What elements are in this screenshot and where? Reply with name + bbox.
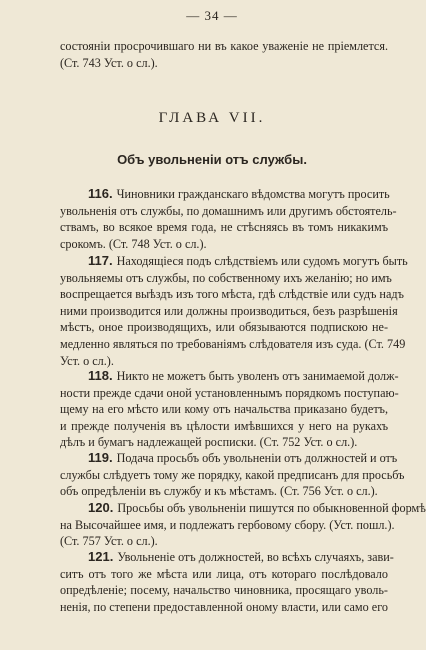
text-line: Никто не можетъ быть уволенъ отъ занимаемой долж- [116,369,399,383]
chapter-title: ГЛАВА VII. [158,110,266,126]
text-line: и прежде полученiя въ цѣлости имѣвшихся у него на рукахъ [60,418,388,433]
text-line: ними производится или должны производиться, безъ разрѣшенiя [60,303,398,318]
text-line: объ опредѣленiи въ службу и къ мѣстамъ. (Ст. 756 Уст. о сл.). [60,484,378,499]
text-line: дѣлъ и бумагъ надлежащей росписки. (Ст. 752 Уст. о сл.). [60,435,358,450]
text-line: мѣстъ, оное производящихъ, или обязываются подпискою не- [60,320,388,335]
section-title: Объ увольненiи отъ службы. [117,152,307,167]
text-line: опредѣленiе; посему, начальство чиновника, просящаго уволь- [60,583,388,598]
article-119 [60,450,405,500]
text-line: службы слѣдуетъ тому же порядку, какой предписанъ для просьбъ [60,467,405,482]
text-line: (Ст. 757 Уст. о сл.). [60,534,158,549]
text-line: Увольненiе отъ должностей, во всѣхъ случаяхъ, зави- [117,550,394,564]
article-number: 118. [88,368,113,383]
text-line: на Высочайшее имя, и подлежатъ гербовому сбору. (Уст. пошл.). [60,517,395,532]
article-117 [60,253,408,369]
text-line: Уст. о сл.). [60,353,114,368]
article-number: 120. [88,500,114,515]
text-line: воспрещается выѣздъ изъ того мѣста, гдѣ слѣдствiе или судъ надъ [60,287,404,302]
paragraph-first-line [60,368,399,385]
text-line: Чиновники гражданскаго вѣдомства могутъ просить [116,187,390,201]
paragraph-first-line [60,549,394,566]
article-number: 121. [88,549,114,564]
text-line: срокомъ. (Ст. 748 Уст. о сл.). [60,236,207,251]
text-line: (Ст. 743 Уст. о сл.). [60,55,158,70]
text-line: ненiя, по степени предоставленной оному власти, или само его [60,599,388,614]
text-line: медленно являться по требованiямъ слѣдователя изъ суда. (Ст. 749 [60,336,406,351]
paragraph-first-line [60,253,408,270]
text-line: ситъ отъ того же мѣста или лица, отъ котораго послѣдовало [60,566,388,581]
article-121 [60,549,394,615]
text-line: ствамъ, во всякое время года, не стѣсняясь въ томъ никакимъ [60,220,388,235]
text-line: увольняемы отъ службы, по собственному ихъ желанiю; но имъ [60,270,392,285]
article-number: 116. [88,186,113,201]
intro-text [60,38,388,71]
article-118 [60,368,399,451]
text-line: увольненiя отъ службы, по домашнимъ или другимъ обстоятель- [60,203,397,218]
article-number: 119. [88,450,113,465]
text-line: Подача просьбъ объ увольненiи отъ должностей и отъ [116,451,398,465]
text-line: Просьбы объ увольненiи пишутся по обыкновенной формѣ [117,501,426,515]
text-line: Находящiеся подъ слѣдствiемъ или судомъ могутъ быть [116,254,408,268]
text-line: состоянiи просрочившаго ни въ какое уваженiе не прiемлется. [60,39,388,53]
paragraph-first-line [60,450,398,467]
page-number: — 34 — [186,8,238,23]
text-line: ности прежде сдачи оной установленнымъ порядкомъ поступаю- [60,385,399,400]
text-line: щему на его мѣсто или кому отъ начальства приказано будетъ, [60,402,388,417]
article-number: 117. [88,253,113,268]
article-116 [60,186,397,252]
paragraph-first-line [60,186,388,203]
paragraph-first-line [60,500,426,517]
article-120 [60,500,426,550]
